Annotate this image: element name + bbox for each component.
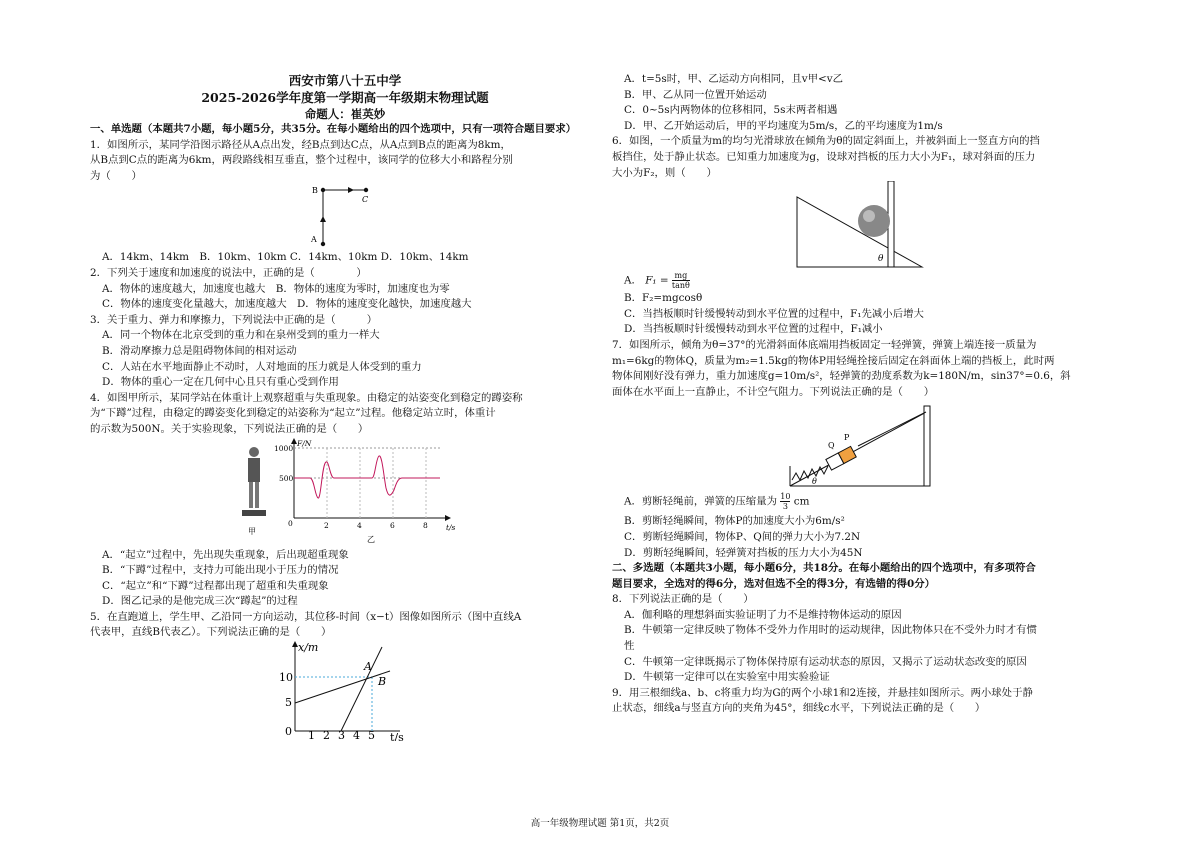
q4-stem-line-3: 的示数为500N。关于实验现象，下列说法正确的是（ ） — [90, 422, 369, 435]
q3-stem: 3．关于重力、弹力和摩擦力，下列说法中正确的是（ ） — [90, 313, 378, 326]
q4-x-tick-6: 6 — [390, 520, 395, 530]
q5-stem-line-1: 5．在直跑道上，学生甲、乙沿同一方向运动，其位移-时间（x−t）图像如图所示（图中直线A — [90, 610, 522, 623]
question-1 — [90, 138, 600, 266]
q5-xt-graph — [90, 641, 600, 741]
q2-options-ab: A．物体的速度越大，加速度也越大 B．物体的速度为零时，加速度也为零 — [102, 282, 450, 295]
q3-option-c: C．人站在水平地面静止不动时，人对地面的压力就是人体受到的重力 — [102, 360, 422, 373]
q1-path-diagram — [90, 184, 600, 250]
q4-x-tick-2: 2 — [324, 520, 329, 530]
q6-stem-line-1: 6．如图，一个质量为m的均匀光滑球放在倾角为θ的固定斜面上，并被斜面上一竖直方向的挡 — [612, 135, 1040, 148]
q1-label-b: B — [312, 186, 318, 196]
q4-caption-left: 甲 — [248, 526, 256, 536]
q6-stem-line-3: 大小为F₂，则（ ） — [612, 166, 717, 179]
q5-line-a-label: A — [364, 660, 372, 674]
q5-x-tick-2: 2 — [323, 729, 330, 742]
q8-option-b-line-1: B．牛顿第一定律反映了物体不受外力作用时的运动规律，因此物体只在不受外力时才有惯 — [624, 624, 1037, 637]
q8-option-c: C．牛顿第一定律既揭示了物体保持原有运动状态的原因，又揭示了运动状态改变的原因 — [624, 655, 1027, 668]
q2-options-cd: C．物体的速度变化量越大，加速度越大 D．物体的速度变化越快，加速度越大 — [102, 298, 472, 311]
q4-force-time-graph — [90, 438, 600, 548]
q4-y-label: F/N — [297, 438, 312, 448]
q1-figure — [90, 184, 600, 250]
q4-stem-line-2: 为“下蹲”过程，由稳定的蹲姿变化到稳定的站姿称为“起立”过程。他稳定站立时，体重计 — [90, 407, 496, 420]
q4-caption-right: 乙 — [367, 534, 375, 544]
q4-option-b: B．“下蹲”过程中，支持力可能出现小于压力的情况 — [102, 564, 339, 577]
q6-figure — [612, 181, 1137, 271]
q5-y-tick-5: 5 — [285, 696, 292, 710]
q5-y-tick-0: 0 — [285, 725, 292, 739]
q4-stem-line-1: 4．如图甲所示，某同学站在体重计上观察超重与失重现象。由稳定的站姿变化到稳定的蹲姿称 — [90, 391, 523, 404]
q2-stem: 2．下列关于速度和加速度的说法中，正确的是（ ） — [90, 266, 367, 279]
q7-spring-incline-diagram — [612, 400, 1137, 492]
question-5 — [90, 610, 600, 741]
q4-x-tick-4: 4 — [357, 520, 362, 530]
q7-stem-line-4: 面体在水平面上一直静止，不计空气阻力。下列说法正确的是（ ） — [612, 385, 935, 398]
q5-x-tick-5: 5 — [368, 729, 375, 742]
q5-x-label: t/s — [390, 731, 404, 742]
question-2 — [90, 266, 600, 313]
person-on-scale-icon — [242, 447, 266, 516]
q3-option-a: A．同一个物体在北京受到的重力和在泉州受到的重力一样大 — [102, 329, 380, 342]
exam-title: 2025-2026学年度第一学期高一年级期末物理试题 — [201, 90, 489, 105]
q5-option-b: B．甲、乙从同一位置开始运动 — [624, 88, 767, 101]
q5-y-label: x/m — [298, 641, 319, 655]
q3-option-d: D．物体的重心一定在几何中心且只有重心受到作用 — [102, 376, 339, 389]
q4-option-d: D．图乙记录的是他完成三次“蹲起”的过程 — [102, 595, 298, 608]
section-2-title: 二、多选题（本题共3小题，每小题6分，共18分。在每小题给出的四个选项中，有多项符合 题目要求，全选对的得6分，选对但选不全的得3分，有选错的得0分） — [612, 562, 1036, 590]
q7-stem-line-1: 7．如图所示，倾角为θ=37°的光滑斜面体底端用挡板固定一轻弹簧，弹簧上端连接一质量为 — [612, 338, 1037, 351]
q7-label-p: P — [844, 433, 850, 443]
q7-option-d: D．剪断轻绳瞬间，轻弹簧对挡板的压力大小为45N — [624, 546, 863, 559]
q7-stem-line-2: m₁=6kg的物体Q，质量为m₂=1.5kg的物体P用轻绳拴接后固定在斜面体上端的挡板上，此时两 — [612, 354, 1055, 367]
q4-x-label: t/s — [446, 522, 456, 532]
q6-option-b: B．F₂=mgcosθ — [624, 292, 703, 305]
question-3 — [90, 313, 600, 391]
q4-y-tick-1000: 1000 — [274, 443, 294, 453]
question-8 — [612, 592, 1137, 686]
q3-option-b: B．滑动摩擦力总是阻碍物体间的相对运动 — [102, 344, 297, 357]
q9-stem-line-2: 止状态，细线a与竖直方向的夹角为45°，细线c水平，下列说法正确的是（ ） — [612, 702, 986, 715]
q5-option-a: A．t=5s时，甲、乙运动方向相同，且v甲<v乙 — [624, 73, 844, 85]
q5-line-b-label: B — [378, 675, 387, 689]
q4-option-c: C．“起立”和“下蹲”过程都出现了超重和失重现象 — [102, 579, 329, 592]
page-footer: 高一年级物理试题 第1页，共2页 — [530, 818, 670, 829]
q7-option-a: A．剪断轻绳前，弹簧的压缩量为 $\frac{10}{3}$ cm — [624, 492, 810, 512]
q7-figure — [612, 400, 1137, 492]
question-9 — [612, 686, 1137, 717]
q5-x-tick-1: 1 — [308, 729, 315, 742]
exam-author: 命题人：崔英妙 — [304, 107, 386, 121]
question-4 — [90, 391, 600, 610]
question-7 — [612, 338, 1137, 561]
q5-y-tick-10: 10 — [279, 671, 293, 685]
q6-ball-incline-diagram — [612, 181, 1137, 271]
right-column — [612, 72, 1137, 717]
question-5-options — [612, 72, 1137, 134]
left-column — [90, 72, 600, 741]
q7-angle-label: θ — [812, 477, 817, 487]
q5-x-tick-4: 4 — [353, 729, 360, 742]
q5-option-d: D．甲、乙开始运动后，甲的平均速度为5m/s，乙的平均速度为1m/s — [624, 119, 943, 132]
q5-x-tick-3: 3 — [338, 729, 345, 742]
q9-stem-line-1: 9．用三根细线a、b、c将重力均为G的两个小球1和2连接，并悬挂如图所示。两小球处于静 — [612, 686, 1033, 699]
q7-option-c: C．剪断轻绳瞬间，物体P、Q间的弹力大小为7.2N — [624, 530, 861, 543]
q1-options: A．14km、14km B．10km、10km C．14km、10km D．10km、14km — [102, 251, 469, 264]
q1-stem-line-1: 1．如图所示，某同学沿图示路径从A点出发，经B点到达C点，从A点到B点的距离为8km， — [90, 138, 511, 151]
q4-option-a: A．“起立”过程中，先出现失重现象，后出现超重现象 — [102, 548, 349, 561]
q6-option-a: A． F₁ = $\frac{mg}{\tan\theta}$ — [624, 271, 690, 291]
question-6 — [612, 134, 1137, 338]
school-name: 西安市第八十五中学 — [288, 73, 402, 88]
q7-option-b: B．剪断轻绳瞬间，物体P的加速度大小为6m/s² — [624, 515, 845, 528]
q6-angle-label: θ — [878, 254, 884, 265]
q4-x-tick-8: 8 — [423, 520, 428, 530]
section-1-title: 一、单选题（本题共7小题，每小题5分，共35分。在每小题给出的四个选项中，只有一项符合题目要求） — [90, 123, 577, 135]
q8-option-a: A．伽利略的理想斜面实验证明了力不是维持物体运动的原因 — [624, 608, 902, 621]
q5-figure — [90, 641, 600, 741]
q4-y-tick-0: 0 — [288, 518, 293, 528]
q4-y-tick-500: 500 — [279, 473, 294, 483]
q5-stem-line-2: 代表甲，直线B代表乙）。下列说法正确的是（ ） — [90, 626, 332, 639]
q8-option-b-line-2: 性 — [624, 640, 635, 653]
q6-stem-line-2: 板挡住，处于静止状态。已知重力加速度为g，设球对挡板的压力大小为F₁，球对斜面的压力 — [612, 150, 1036, 163]
q7-label-q: Q — [828, 441, 835, 451]
q7-stem-line-3: 物体间刚好没有弹力，重力加速度g=10m/s²，轻弹簧的劲度系数为k=180N/m，sin37°=0.6，斜 — [612, 370, 1071, 383]
q4-figure — [90, 438, 600, 548]
q1-stem-line-2: 从B点到C点的距离为6km，两段路线相互垂直，整个过程中，该同学的位移大小和路程分别 — [90, 154, 513, 167]
q1-stem-line-3: 为（ ） — [90, 169, 142, 182]
q5-option-c: C．0~5s内两物体的位移相同，5s末两者相遇 — [624, 104, 838, 117]
q1-label-a: A — [311, 235, 317, 245]
q6-option-c: C．当挡板顺时针缓慢转动到水平位置的过程中，F₁先减小后增大 — [624, 307, 924, 320]
q6-option-d: D．当挡板顺时针缓慢转动到水平位置的过程中，F₁减小 — [624, 323, 883, 336]
q1-label-c: C — [362, 195, 369, 205]
q8-stem: 8．下列说法正确的是（ ） — [612, 593, 754, 606]
q8-option-d: D．牛顿第一定律可以在实验室中用实验验证 — [624, 671, 830, 684]
